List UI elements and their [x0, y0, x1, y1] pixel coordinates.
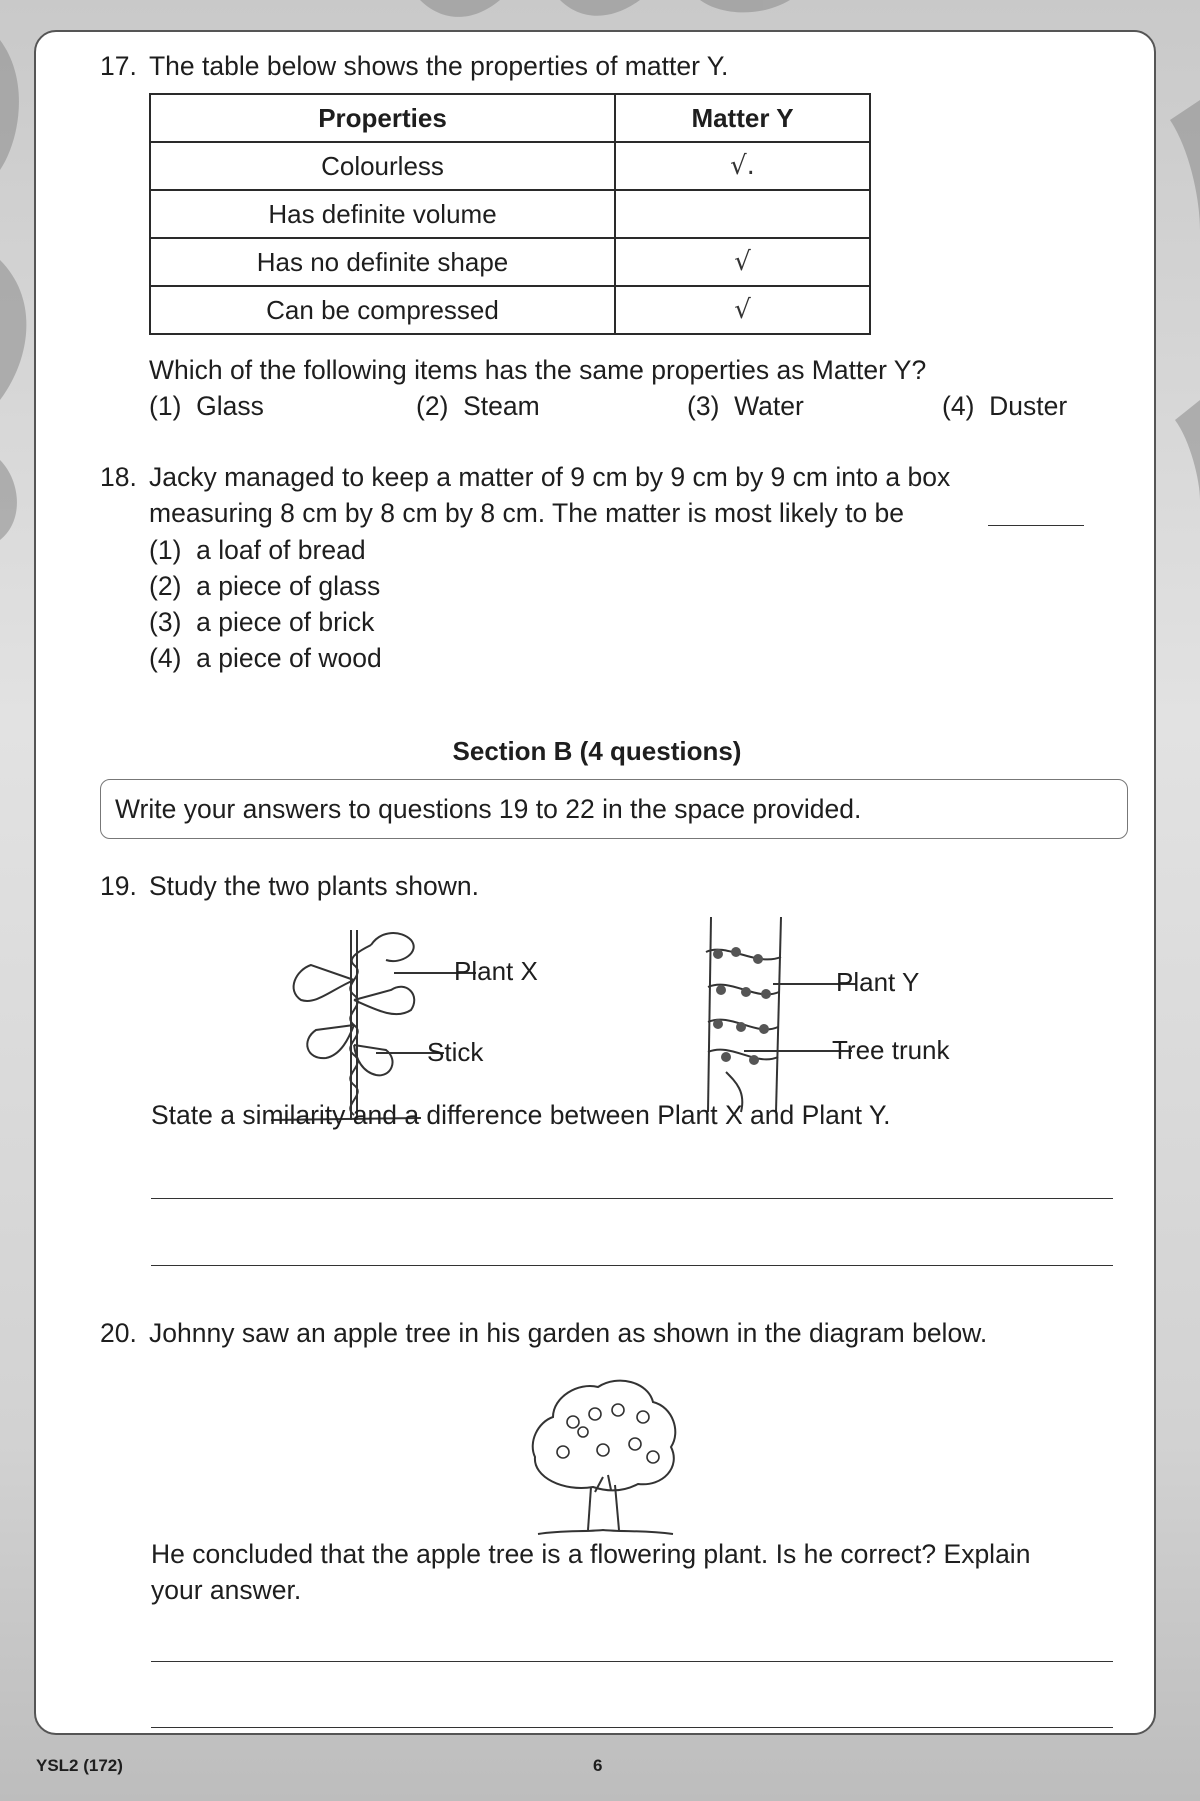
table-row: [150, 142, 870, 190]
check-mark: √: [615, 238, 870, 286]
option-number: (4): [942, 391, 975, 421]
q20-question-line-1: He concluded that the apple tree is a flowering plant. Is he correct? Explain: [151, 1539, 1031, 1569]
q19-stem: Study the two plants shown.: [149, 871, 479, 901]
answer-line[interactable]: [151, 1265, 1113, 1266]
answer-line[interactable]: [151, 1198, 1113, 1199]
table-row: [150, 190, 870, 238]
option-text: a piece of brick: [196, 607, 375, 637]
option-text: a piece of glass: [196, 571, 381, 601]
label-stick: Stick: [427, 1037, 484, 1067]
q17-option-3[interactable]: [687, 388, 804, 424]
table-row: [150, 238, 870, 286]
option-number: (3): [687, 391, 720, 421]
q18-blank[interactable]: [988, 525, 1084, 526]
q20-number: 20.: [100, 1318, 137, 1348]
q18-number: 18.: [100, 462, 137, 492]
q20-stem: Johnny saw an apple tree in his garden as shown in the diagram below.: [149, 1318, 988, 1348]
q20-question-line-2: your answer.: [151, 1575, 302, 1605]
option-text: a piece of wood: [196, 643, 382, 673]
q18-option-4[interactable]: [149, 640, 382, 676]
option-number: (1): [149, 391, 182, 421]
q17-option-4[interactable]: [942, 388, 1067, 424]
header-matter-y: Matter Y: [615, 94, 870, 142]
answer-line[interactable]: [151, 1661, 1113, 1662]
q19-question: State a similarity and a difference between Plant X and Plant Y.: [151, 1100, 891, 1130]
option-number: (3): [149, 607, 182, 637]
answer-line[interactable]: [151, 1727, 1113, 1728]
option-number: (1): [149, 535, 182, 565]
q17-stem: The table below shows the properties of matter Y.: [149, 51, 729, 81]
q17-number: 17.: [100, 51, 137, 81]
option-text: Water: [734, 391, 804, 421]
section-b-instruction: Write your answers to questions 19 to 22 in the space provided.: [100, 779, 1128, 839]
option-number: (4): [149, 643, 182, 673]
label-plant-y: Plant Y: [836, 967, 920, 997]
footer-code: YSL2 (172): [36, 1756, 123, 1775]
q17-question: Which of the following items has the same properties as Matter Y?: [149, 355, 927, 385]
q17-option-2[interactable]: [416, 388, 540, 424]
option-number: (2): [416, 391, 449, 421]
worksheet-page: [34, 30, 1156, 1735]
table-row: [150, 286, 870, 334]
property-cell: Has no definite shape: [150, 238, 615, 286]
plant-x-illustration: [271, 920, 451, 1125]
apple-tree-illustration: [523, 1372, 683, 1540]
check-mark: [615, 190, 870, 238]
option-text: Steam: [463, 391, 540, 421]
section-b-title: Section B (4 questions): [452, 736, 742, 766]
option-text: Glass: [196, 391, 264, 421]
property-cell: Can be compressed: [150, 286, 615, 334]
table-header-row: [150, 94, 870, 142]
header-properties: Properties: [150, 94, 615, 142]
property-cell: Colourless: [150, 142, 615, 190]
label-plant-x: Plant X: [454, 956, 538, 986]
q19-number: 19.: [100, 871, 137, 901]
q17-option-1[interactable]: [149, 388, 264, 424]
q18-line-2: measuring 8 cm by 8 cm by 8 cm. The matter is most likely to be: [149, 498, 905, 528]
label-tree-trunk: Tree trunk: [832, 1035, 950, 1065]
q18-option-3[interactable]: [149, 604, 374, 640]
property-cell: Has definite volume: [150, 190, 615, 238]
option-number: (2): [149, 571, 182, 601]
q18-option-1[interactable]: [149, 532, 366, 568]
page-number: 6: [593, 1756, 603, 1775]
properties-table: [149, 93, 871, 335]
check-mark: √.: [615, 142, 870, 190]
q18-option-2[interactable]: [149, 568, 380, 604]
q18-line-1: Jacky managed to keep a matter of 9 cm by 9 cm by 9 cm into a box: [149, 462, 951, 492]
plant-y-illustration: [696, 912, 791, 1117]
check-mark: √: [615, 286, 870, 334]
option-text: a loaf of bread: [196, 535, 366, 565]
option-text: Duster: [989, 391, 1068, 421]
